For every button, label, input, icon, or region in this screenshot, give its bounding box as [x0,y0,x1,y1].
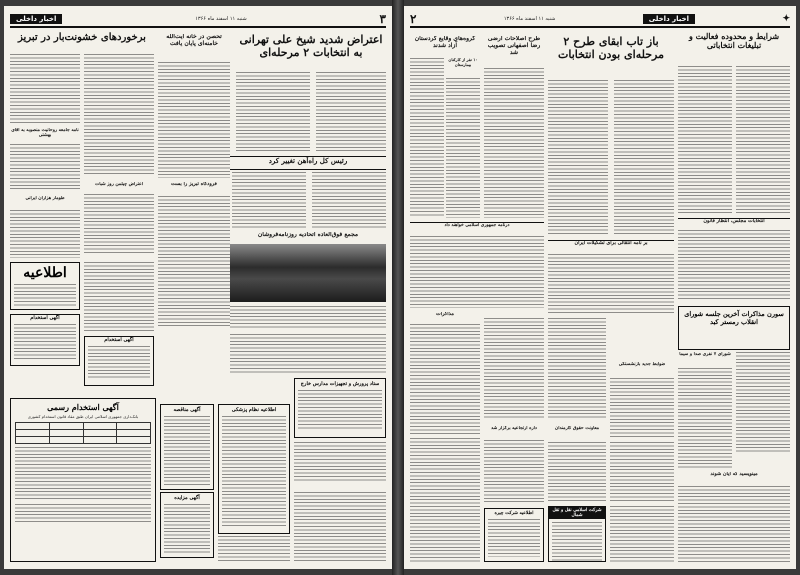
tender-box [160,404,214,490]
negotiations-box [678,306,790,350]
employment-table-grid [15,422,151,444]
land-reform-article [484,68,544,218]
company-notice [484,508,544,562]
left-sub2-article [10,210,80,258]
newspaper-logo: ✦ [782,14,790,24]
right-col-bottom [736,352,790,452]
right-center-headline: باز تاب ابقای طرح ۲ مرحله‌ای بودن انتخابات [557,36,664,61]
left-lower-article [230,334,386,374]
left-second-article-col1 [84,54,154,174]
left-sub3-headline: اعتراض چیلمن روز شبات [94,182,144,187]
islamic-republic-headline: درنامه جمهوری اسلامی خواهند داد [410,222,544,235]
ad-text [14,284,76,306]
ad-title: اطلاعیه [23,265,67,281]
ceremony-headline: داره ارتجاعیه برگزار شد [491,426,537,431]
right-page-header [410,12,790,28]
right-date-line: شنبه ۱۱ اسفند ماه ۱۳۶۶ [503,16,556,22]
majlis-election-headline: انتخابات مجلس، انتظار قانون [678,218,790,229]
meeting-photo [230,244,386,302]
negotiations-box-title: سورن مذاکرات آخرین جلسه شورای انقلاب رمستر کبد [684,310,784,326]
right-main-article-col2 [678,66,732,214]
company-notice-title: اطلاعیه شرکت چیره [494,511,534,516]
left-bottom-article2 [218,536,290,562]
left-main-article-col2 [236,72,310,152]
official-employment-footer [15,504,151,524]
left-mid-article [158,62,230,178]
right-main-article-col1 [736,66,790,214]
official-employment-intro: بانک‌داری جمهوری اسلامی ایران طبق مقاد قانون استخدام کشوری [27,414,139,419]
negotiations-headline: مذاکرات [436,312,454,317]
left-sub1-headline: نامه جامعه روحانیت منصوبه به آقای بهشتی [11,128,79,139]
photo-caption-text [230,306,386,330]
notice-mid-title: آگهی استخدام [104,337,134,343]
left-bottom-article [294,492,386,562]
page-gutter [392,0,404,575]
notice-employment-text [14,324,76,360]
auction-text [164,504,210,554]
notice-employment-box [10,314,80,366]
left-page-header [10,12,386,28]
overseas-schools-title: ستاد پرورش و تجهیزات مدارس خارج [300,381,380,387]
hospital-staff-headline: ۱۰ نفر از کارکنان بیمارستان [448,58,478,67]
kurdistan-headline: گروه‌های وقایع کردستان آزاد شدند [414,36,476,49]
right-bottom-article1 [610,442,674,502]
right-center-article-col1 [614,80,674,236]
notice-employment-title: آگهی استخدام [30,315,60,321]
left-sub1-article [10,144,80,190]
notice-mid-box [84,336,154,386]
left-second-headline: برخوردهای خشونت‌بار در تبریز [18,32,146,43]
transport-ad-text [552,522,602,562]
iran-organization-article [548,254,674,314]
right-page-number: ۲ [410,12,417,26]
overseas-schools-text [298,390,382,430]
right-lower-article2 [548,318,606,418]
employment-table [15,422,151,444]
photo-title: مجمع فوق‌العاده اتحادیه روزنامه‌فروشان [257,232,359,238]
ceremony-article [484,440,544,504]
land-reform-headline: طرح اصلاحات ارضی رضا اصفهانی تصویب شد [487,36,541,56]
right-page [404,6,796,569]
left-page [4,6,392,569]
pension-rules-article [610,378,674,438]
left-sub4-article [158,196,230,326]
majlis-election-article [678,230,790,300]
right-bottom-article2 [610,506,674,562]
right-section-label: اخبار داخلی [643,14,695,24]
tender-text [164,416,210,486]
rail-chief-article-col2 [232,172,306,228]
notice-mid-text [88,346,150,380]
transport-ad [548,506,606,562]
official-employment-text [15,447,151,501]
left-section-label: اخبار داخلی [10,14,62,24]
auction-title: آگهی مزایده [174,495,200,501]
company-notice-text [488,519,540,557]
left-sub2-headline: طومار هزاران ایرانی [25,196,65,201]
left-col-filler [84,262,154,332]
medical-council-box [218,404,290,534]
left-page-number: ۳ [379,12,386,26]
right-lower-article1 [484,318,544,418]
negotiations-article [410,324,480,434]
islamic-republic-article [410,236,544,308]
auction-box [160,492,214,558]
left-second-article-col2 [10,54,80,124]
rail-chief-article-col1 [312,172,386,228]
right-center-article-col2 [548,80,608,236]
left-mid-headline: تحصن در خانه آیت‌الله خامنه‌ای پایان یافت [166,34,222,47]
ad-box [10,262,80,310]
employee-rights-article [548,442,606,502]
transport-ad-title: شرکت اسلامی نقل و تقل شمال [549,507,605,519]
employee-rights-headline: معاونت حقوق کارمندان [554,426,600,431]
iran-organization-headline: بر نامه انتقالی برای تشکیلات ایران [548,240,674,253]
left-main-article-col1 [316,72,386,152]
rail-chief-headline: رئیس کل راه‌آهن تغییر کرد [230,156,386,170]
hospital-staff-article [446,78,480,218]
official-employment-notice [10,398,156,562]
kurdistan-article [410,58,444,218]
broadcast-council-article [678,368,732,468]
pension-rules-headline: ضوابط جدید بازنشستگی [618,362,666,367]
left-sub4-headline: فرودگاه تبریز را بست [171,182,217,187]
left-main-headline: اعتراض شدید شیخ علی تهرانی به انتخابات ۲ مرحله‌ای [239,34,383,59]
tender-title: آگهی مناقصه [173,407,201,413]
left-date-line: شنبه ۱۱ اسفند ماه ۱۳۶۶ [195,16,247,22]
writes-article [678,486,790,562]
overseas-schools-box [294,378,386,438]
left-lower-article2 [294,442,386,482]
medical-council-title: اطلاعیه نظام پزشکی [231,407,277,413]
right-bottom-left-article [410,438,480,562]
left-sub3-article [84,194,154,254]
writes-headline: مینویسید که ایان شوند [710,472,758,477]
right-main-headline: شرایط و محدوده فعالیت و تبلیغات انتخاباتی [688,32,780,51]
broadcast-council-headline: شورای ۷ نفری صدا و سیما [679,352,731,357]
medical-council-text [222,416,286,528]
official-employment-title: آگهی استخدام رسمی [47,402,119,412]
